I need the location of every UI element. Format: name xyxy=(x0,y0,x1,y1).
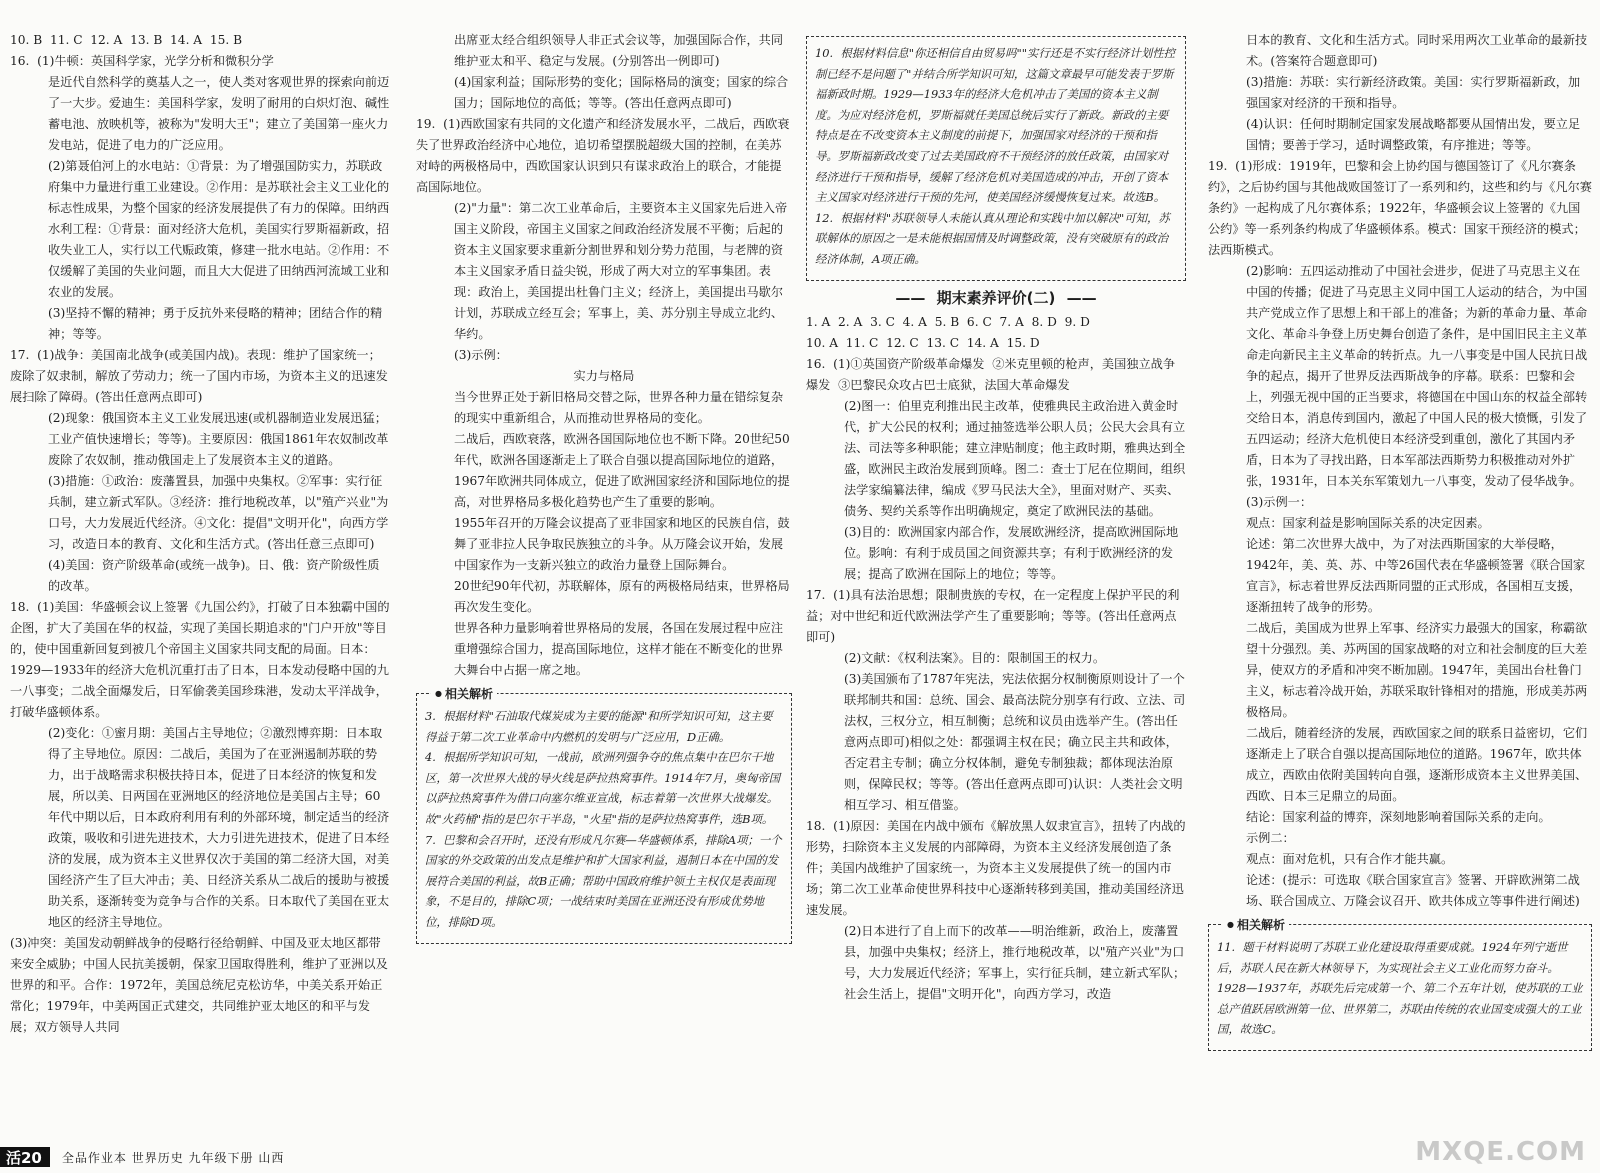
answer-paragraph: 二战后，美国成为世界上军事、经济实力最强大的国家，称霸欲望十分强烈。美、苏两国的国家战略的对立和社会制度的巨大差异，使双方的矛盾和冲突不断加剧。1947年，美国出台杜鲁门主义，标志着冷战开始，苏联采取针锋相对的措施，形成美苏两极格局。 xyxy=(1246,621,1588,719)
answer-paragraph: 1955年召开的万隆会议提高了亚非国家和地区的民族自信，鼓舞了亚非拉人民争取民族独立的斗争。从万隆会议开始，发展中国家作为一支新兴独立的政治力量登上国际舞台。 xyxy=(454,516,790,572)
answer-paragraph: (3)美国颁布了1787年宪法，宪法依据分权制衡原则设计了一个联邦制共和国：总统、国会、最高法院分别享有行政、立法、司法权，三权分立，相互制衡；总统和议员由选举产生。(答出任意两点即可)相似之处：都强调主权在民；确立民主共和政体，否定君主专制；确立分权体制，避免专制独裁；都体现法治原则，保障民权；等等。(答出任意两点即可)认识：人类社会文明相互学习、相互借鉴。 xyxy=(844,671,1186,812)
answer-paragraph: 论述：(提示：可选取《联合国家宣言》签署、开辟欧洲第二战场、联合国成立、万隆会议召开、欧共体成立等事件进行阐述) xyxy=(1246,873,1580,908)
answer-paragraph: 观点：国家利益是影响国际关系的决定因素。 xyxy=(1246,516,1490,530)
page-number-badge: 活20 xyxy=(0,1147,50,1167)
answer-paragraph: (4)美国：资产阶级革命(或统一战争)。日、俄：资产阶级性质的改革。 xyxy=(48,558,380,593)
answer-paragraph: 16. (1)①英国资产阶级革命爆发 ②米克里顿的枪声，美国独立战争爆发 ③巴黎民众攻占巴士底狱，法国大革命爆发 xyxy=(806,356,1176,392)
answer-paragraph: 论述：第二次世界大战中，为了对法西斯国家的大举侵略，1942年，美、英、苏、中等26国代表在华盛顿签署《联合国家宣言》，标志着世界反法西斯同盟的正式形成，各国相互支援，逐渐扭转了战争的形势。 xyxy=(1246,537,1586,614)
answer-paragraph: (2)第聂伯河上的水电站：①背景：为了增强国防实力，苏联政府集中力量进行重工业建设。②作用：是苏联社会主义工业化的标志性成果，为整个国家的经济发展提供了有力的保障。田纳西水利工程：①背景：面对经济大危机，美国实行罗斯福新政，招收失业工人，实行以工代赈政策，修建一批水电站。②作用：不仅缓解了美国的失业问题，而且大大促进了田纳西河流域工业和农业的发展。 xyxy=(48,159,390,299)
column-4 xyxy=(1208,30,1592,1140)
answer-paragraph: (3)目的：欧洲国家内部合作，发展欧洲经济，提高欧洲国际地位。影响：有利于成员国之间资源共享；有利于欧洲经济的发展；提高了欧洲在国际上的地位；等等。 xyxy=(844,524,1179,581)
answer-paragraph: 是近代自然科学的奠基人之一，使人类对客观世界的探索向前迈了一大步。爱迪生：美国科学家，发明了耐用的白炽灯泡、碱性蓄电池、放映机等，被称为"发明大王"；建立了美国第一座火力发电站，促进了电力的广泛应用。 xyxy=(48,75,390,152)
answer-paragraph: (3)措施：苏联：实行新经济政策。美国：实行罗斯福新政，加强国家对经济的干预和指导。 xyxy=(1246,75,1581,110)
analysis-box-col4 xyxy=(1208,918,1592,1051)
analysis-box-title: ● 相关解析 xyxy=(431,685,497,702)
analysis-item: 10. 根据材料信息"你还相信自由贸易吗""实行还是不实行经济计划性控制已经不是问题了"并结合所学知识可知，这篇文章最早可能发表于罗斯福新政时期。1929—1933年的经济大危机冲击了美国的资本主义制度。为应对经济危机，罗斯福就任美国总统后实行了新政。新政的主要特点是在不改变资本主义制度的前提下，加强国家对经济的干预和指导。罗斯福新政改变了过去美国政府不干预经济的放任政策，由国家对经济进行干预和指导，缓解了经济危机对美国造成的冲击，开创了资本主义国家对经济进行干预的先河，使美国经济缓慢恢复过来。故选B。 xyxy=(815,46,1176,205)
column-1 xyxy=(10,30,390,1140)
watermark: MXQE.COM xyxy=(1415,1137,1586,1167)
answer-paragraph: 二战后，随着经济的发展，西欧国家之间的联系日益密切，它们逐渐走上了联合自强以提高国际地位的道路。1967年，欧共体成立，西欧由依附美国转向自强，逐渐形成资本主义世界美国、西欧、日本三足鼎立的局面。 xyxy=(1246,726,1588,803)
analysis-box-title: ● 相关解析 xyxy=(1223,916,1289,933)
answer-paragraph: (3)措施：①政治：废藩置县，加强中央集权。②军事：实行征兵制，建立新式军队。③经济：推行地税改革，以"殖产兴业"为口号，大力发展近代经济。④文化：提倡"文明开化"，向西方学习，改造日本的教育、文化和生活方式。(答出任意三点即可) xyxy=(48,474,389,551)
answer-paragraph: 1. A 2. A 3. C 4. A 5. B 6. C 7. A 8. D 9. D xyxy=(806,314,1090,329)
answer-paragraph: 二战后，西欧衰落，欧洲各国国际地位也不断下降。20世纪50年代，欧洲各国逐渐走上了联合自强以提高国际地位的道路，1967年欧洲共同体成立，促进了欧洲国家经济和国际地位的提高，对世界格局多极化趋势也产生了重要的影响。 xyxy=(454,432,790,509)
answer-paragraph: (2)文献：《权利法案》。目的：限制国王的权力。 xyxy=(844,650,1106,665)
column-3 xyxy=(806,30,1186,1140)
answer-paragraph: (2)变化：①蜜月期：美国占主导地位；②激烈博弈期：日本取得了主导地位。原因：二战后，美国为了在亚洲遏制苏联的势力，出于战略需求积极扶持日本，促进了日本经济的恢复和发展，所以美、日两国在亚洲地区的经济地位是美国占主导；60年代中期以后，日本政府利用有利的外部环境，制定适当的经济政策，吸收和引进先进技术，大力引进先进技术，促进了日本经济的发展，成为资本主义世界仅次于美国的第二经济大国，对美国经济产生了巨大冲击；美、日经济关系从二战后的援助与被援助关系，逐渐转变为竞争与合作的关系。日本取代了美国在亚太地区的经济主导地位。 xyxy=(48,726,390,929)
answer-paragraph: (4)认识：任何时期制定国家发展战略都要从国情出发，要立足国情；要善于学习，适时调整政策，有序推进；等等。 xyxy=(1246,117,1581,152)
analysis-item: 3. 根据材料"石油取代煤炭成为主要的能源"和所学知识可知，这主要得益于第二次工业革命中内燃机的发明与广泛应用，D正确。 xyxy=(425,709,773,744)
answer-paragraph: (3)坚持不懈的精神；勇于反抗外来侵略的精神；团结合作的精神；等等。 xyxy=(48,306,383,341)
section-title: —— 期末素养评价(二) —— xyxy=(895,288,1097,307)
answer-paragraph: 日本的教育、文化和生活方式。同时采用两次工业革命的最新技术。(答案符合题意即可) xyxy=(1246,33,1588,68)
answer-paragraph: 19. (1)形成：1919年，巴黎和会上协约国与德国签订了《凡尔赛条约》，之后协约国与其他战败国签订了一系列和约，这些和约与《凡尔赛条约》一起构成了凡尔赛体系；1922年，华盛顿会议上签署的《九国公约》等一系列条约构成了华盛顿体系。模式：国家干预经济的模式；法西斯模式。 xyxy=(1208,159,1592,257)
answer-paragraph: (2)现象：俄国资本主义工业发展迅速(或机器制造业发展迅猛；工业产值快速增长；等等)。主要原因：俄国1861年农奴制改革废除了农奴制，推动俄国走上了发展资本主义的道路。 xyxy=(48,411,389,467)
answer-paragraph: 19. (1)西欧国家有共同的文化遗产和经济发展水平，二战后，西欧衰失了世界政治经济中心地位，追切希望摆脱超级大国的控制，在美苏对峙的两极格局中，西欧国家认识到只有谋求政治上的联合，才能提高国际地位。 xyxy=(416,117,790,194)
answer-paragraph: 17. (1)战争：美国南北战争(或美国内战)。表现：维护了国家统一；废除了奴隶制，解放了劳动力；统一了国内市场，为资本主义的迅速发展扫除了障碍。(答出任意两点即可) xyxy=(10,348,388,404)
answer-paragraph: 实力与格局 xyxy=(573,369,635,383)
footer-text: 全品作业本 世界历史 九年级下册 山西 xyxy=(61,1150,285,1165)
page-footer xyxy=(0,1147,284,1167)
answer-paragraph: (4)国家利益；国际形势的变化；国际格局的演变；国家的综合国力；国际地位的高低；等等。(答出任意两点即可) xyxy=(454,75,789,110)
analysis-item: 11. 题干材料说明了苏联工业化建设取得重要成就。1924年列宁逝世后，苏联人民在新大林领导下，为实现社会主义工业化而努力奋斗。1928—1937年，苏联先后完成第一个、第二个五年计划，使苏联的工业总产值跃居欧洲第一位、世界第二，苏联由传统的农业国变成强大的工业国，故选C。 xyxy=(1217,940,1583,1037)
answer-paragraph: 观点：面对危机，只有合作才能共赢。 xyxy=(1246,852,1454,866)
answer-paragraph: (3)示例一： xyxy=(1246,495,1313,509)
answer-paragraph: 10. B 11. C 12. A 13. B 14. A 15. B xyxy=(10,33,243,47)
answer-paragraph: 10. A 11. C 12. C 13. C 14. A 15. D xyxy=(806,335,1040,350)
answer-paragraph: 结论：国家利益的博弈，深刻地影响着国际关系的走向。 xyxy=(1246,810,1551,824)
answer-paragraph: 出席亚太经合组织领导人非正式会议等，加强国际合作，共同维护亚太和平、稳定与发展。(分别答出一例即可) xyxy=(454,33,784,68)
answer-paragraph: 20世纪90年代初，苏联解体，原有的两极格局结束，世界格局再次发生变化。 xyxy=(454,579,790,614)
analysis-box-col3 xyxy=(806,36,1186,281)
analysis-box-col2 xyxy=(416,687,792,944)
answer-paragraph: (3)示例： xyxy=(454,348,508,362)
answer-paragraph: 18. (1)美国：华盛顿会议上签署《九国公约》，打破了日本独霸中国的企图，扩大了美国在华的权益，实现了美国长期追求的"门户开放"等目的，使中国重新回复到被几个帝国主义国家共同支配的局面。日本：1929—1933年的经济大危机沉重打击了日本，日本发动侵略中国的九一八事变；二战全面爆发后，日军偷袭美国珍珠港，发动太平洋战争，打破华盛顿体系。 xyxy=(10,600,390,719)
answer-paragraph: (2)图一：伯里克利推出民主改革，使雅典民主政治进入黄金时代，扩大公民的权利；通过抽签选举公职人员；公民大会具有立法、司法等多种职能；建立津贴制度；他主政时期，雅典达到全盛，欧洲民主政治发展到顶峰。图二：查士丁尼在位期间，组织法学家编纂法律，编成《罗马民法大全》，里面对财产、买卖、债务、契约关系等作出明确规定，奠定了欧洲民法的基础。 xyxy=(844,398,1186,518)
analysis-item: 4. 根据所学知识可知，一战前，欧洲列强争夺的焦点集中在巴尔干地区，第一次世界大战的导火线是萨拉热窝事件。1914年7月，奥匈帝国以萨拉热窝事件为借口向塞尔维亚宣战，标志着第一次世界大战爆发。故"火药桶"指的是巴尔干半岛，"火星"指的是萨拉热窝事件，选B项。 xyxy=(425,750,781,826)
column-2 xyxy=(416,30,792,1140)
analysis-item: 12. 根据材料"苏联领导人未能认真从理论和实践中加以解决"可知，苏联解体的原因之一是未能根据国情及时调整政策，没有突破原有的政治经济体制，A项正确。 xyxy=(815,210,1170,266)
answer-paragraph: 16. (1)牛顿：英国科学家，光学分析和微积分学 xyxy=(10,54,274,68)
answer-paragraph: (2)日本进行了自上而下的改革——明治维新，政治上，废藩置县，加强中央集权；经济上，推行地税改革，以"殖产兴业"为口号，大力发展近代经济；军事上，实行征兵制，建立新式军队；社会生活上，提倡"文明开化"，向西方学习，改造 xyxy=(844,923,1186,1001)
answer-paragraph: 世界各种力量影响着世界格局的发展，各国在发展过程中应注重增强综合国力，提高国际地位，这样才能在不断变化的世界大舞台中占据一席之地。 xyxy=(454,621,784,677)
answer-paragraph: 17. (1)具有法治思想；限制贵族的专权，在一定程度上保护平民的利益；对中世纪和近代欧洲法学产生了重要影响；等等。(答出任意两点即可) xyxy=(806,587,1180,644)
answer-paragraph: 当今世界正处于新旧格局交替之际，世界各种力量在错综复杂的现实中重新组合，从而推动世界格局的变化。 xyxy=(454,390,784,425)
answer-paragraph: 示例二： xyxy=(1246,831,1295,845)
answer-paragraph: (2)影响：五四运动推动了中国社会进步，促进了马克思主义在中国的传播；促进了马克思主义同中国工人运动的结合，为中国共产党成立作了思想上和干部上的准备；为新的革命力量、革命文化、革命斗争登上历史舞台创造了条件，是中国旧民主主义革命走向新民主主义革命的转折点。九一八事变是中国人民抗日战争的起点，揭开了世界反法西斯战争的序幕。联系：巴黎和会上，列强无视中国的正当要求，将德国在中国山东的权益全部转交给日本，消息传到国内，激起了中国人民的极大愤慨，引发了五四运动；经济大危机使日本经济受到重创，激化了其国内矛盾，日本为了寻找出路，日本军部法西斯势力积极推动对外扩张，1931年，日本关东军策划九一八事变，发动了侵华战争。 xyxy=(1246,264,1588,488)
answer-paragraph: (3)冲突：美国发动朝鲜战争的侵略行径给朝鲜、中国及亚太地区都带来安全威胁；中国人民抗美援朝，保家卫国取得胜利，维护了亚洲以及世界的和平。合作：1972年，美国总统尼克松访华，中美关系开始正常化；1979年，中美两国正式建交，共同维护亚太地区的和平与发展；双方领导人共同 xyxy=(10,936,388,1034)
answer-paragraph: (2)"力量"：第二次工业革命后，主要资本主义国家先后进入帝国主义阶段，帝国主义国家之间政治经济发展不平衡；后起的资本主义国家要求重新分割世界和划分势力范围，与老牌的资本主义国家矛盾日益尖锐，形成了两大对立的军事集团。表现：政治上，美国提出杜鲁门主义；经济上，美国提出马歇尔计划，苏联成立经互会；军事上，美、苏分别主导成立北约、华约。 xyxy=(454,201,788,341)
analysis-item: 7. 巴黎和会召开时，还没有形成凡尔赛—华盛顿体系，排除A项；一个国家的外交政策的出发点是维护和扩大国家利益，遏制日本在中国的发展符合美国的利益，故B正确；帮助中国政府维护领土主权仅是表面现象，不是目的，排除C项；一战结束时美国在亚洲还没有形成优势地位，排除D项。 xyxy=(425,832,782,929)
answer-paragraph: 18. (1)原因：美国在内战中颁布《解放黑人奴隶宣言》，扭转了内战的形势，扫除资本主义发展的内部障碍，为资本主义经济发展创造了条件；美国内战维护了国家统一，为资本主义发展提供了统一的国内市场；第二次工业革命使世界科技中心逐渐转移到美国，推动美国经济迅速发展。 xyxy=(806,818,1186,917)
